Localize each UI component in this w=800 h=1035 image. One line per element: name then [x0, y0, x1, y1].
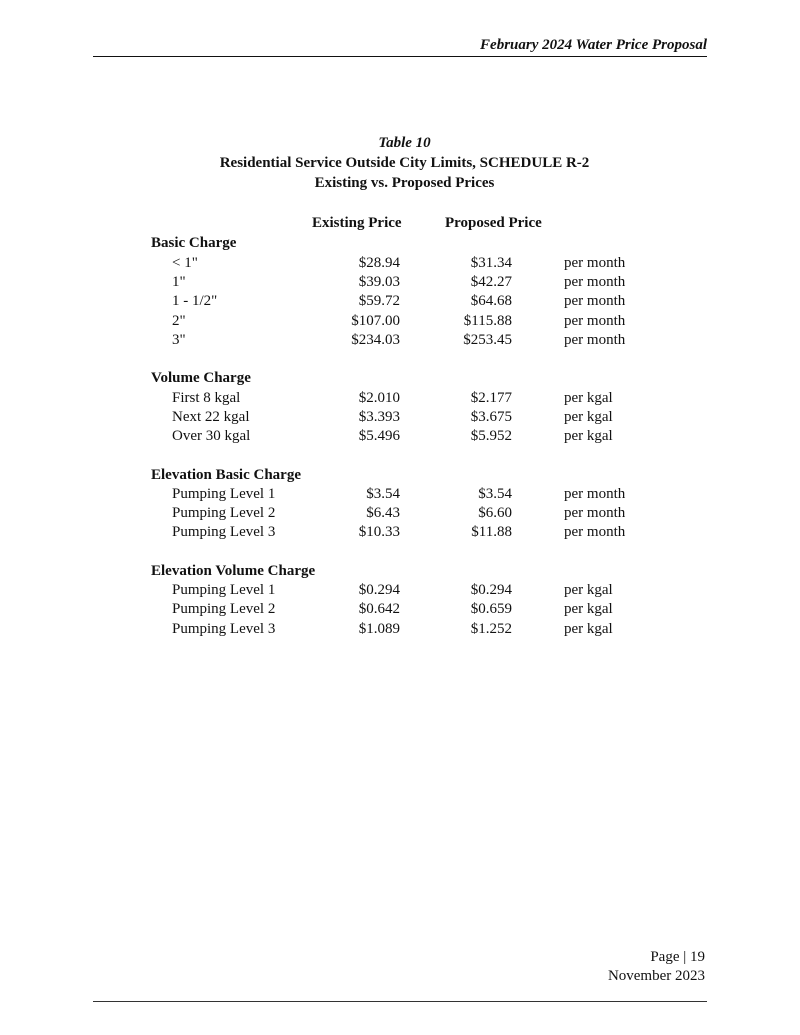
- price-unit: per month: [564, 505, 626, 521]
- proposed-price: $42.27: [470, 274, 512, 290]
- existing-price: $3.393: [358, 409, 400, 425]
- existing-price: $2.010: [358, 390, 400, 406]
- price-unit: per month: [564, 293, 626, 309]
- row-label: Pumping Level 1: [172, 486, 276, 502]
- row-label: < 1": [172, 255, 198, 271]
- proposed-price: $64.68: [470, 293, 512, 309]
- existing-price: $0.294: [358, 582, 400, 598]
- header-rule: [93, 56, 707, 57]
- proposed-price: $5.952: [470, 428, 512, 444]
- price-unit: per month: [564, 486, 626, 502]
- price-unit: per kgal: [564, 409, 613, 425]
- proposed-price: $3.54: [478, 486, 512, 502]
- proposed-price: $6.60: [478, 505, 512, 521]
- section-title-elevation-volume-charge: Elevation Volume Charge: [151, 563, 316, 579]
- row-label: Next 22 kgal: [172, 409, 250, 425]
- existing-price: $10.33: [358, 524, 400, 540]
- proposed-price: $3.675: [470, 409, 512, 425]
- table-number: Table 10: [378, 135, 431, 151]
- column-header-proposed: Proposed Price: [445, 215, 542, 231]
- row-label: Pumping Level 3: [172, 524, 276, 540]
- row-label: First 8 kgal: [172, 390, 241, 406]
- price-unit: per kgal: [564, 621, 613, 637]
- row-label: 2": [172, 313, 186, 329]
- row-label: 3": [172, 332, 186, 348]
- proposed-price: $2.177: [470, 390, 512, 406]
- column-header-existing: Existing Price: [312, 215, 402, 231]
- footer-page-number: Page | 19: [650, 949, 705, 965]
- section-title-basic-charge: Basic Charge: [151, 235, 237, 251]
- row-label: Pumping Level 3: [172, 621, 276, 637]
- existing-price: $5.496: [358, 428, 400, 444]
- row-label: 1 - 1/2": [172, 293, 218, 309]
- existing-price: $1.089: [358, 621, 400, 637]
- header-title: February 2024 Water Price Proposal: [480, 37, 707, 53]
- price-unit: per kgal: [564, 601, 613, 617]
- price-unit: per month: [564, 332, 626, 348]
- existing-price: $59.72: [358, 293, 400, 309]
- footer-date: November 2023: [607, 968, 705, 984]
- row-label: Pumping Level 2: [172, 601, 276, 617]
- section-title-volume-charge: Volume Charge: [151, 370, 251, 386]
- existing-price: $3.54: [366, 486, 400, 502]
- proposed-price: $11.88: [471, 524, 512, 540]
- existing-price: $39.03: [358, 274, 400, 290]
- existing-price: $107.00: [351, 313, 400, 329]
- existing-price: $234.03: [351, 332, 400, 348]
- proposed-price: $1.252: [470, 621, 512, 637]
- price-unit: per month: [564, 524, 626, 540]
- row-label: Pumping Level 2: [172, 505, 276, 521]
- price-unit: per month: [564, 313, 626, 329]
- price-unit: per month: [564, 274, 626, 290]
- proposed-price: $253.45: [463, 332, 512, 348]
- existing-price: $6.43: [366, 505, 400, 521]
- section-title-elevation-basic-charge: Elevation Basic Charge: [151, 467, 301, 483]
- proposed-price: $0.294: [470, 582, 512, 598]
- price-unit: per kgal: [564, 390, 613, 406]
- row-label: 1": [172, 274, 186, 290]
- price-unit: per kgal: [564, 582, 613, 598]
- footer-rule: [93, 1001, 707, 1002]
- price-unit: per month: [564, 255, 626, 271]
- table-subtitle: Existing vs. Proposed Prices: [314, 175, 495, 191]
- proposed-price: $31.34: [470, 255, 512, 271]
- table-title: Residential Service Outside City Limits, SCHEDULE R-2: [219, 155, 590, 171]
- proposed-price: $115.88: [463, 313, 512, 329]
- row-label: Pumping Level 1: [172, 582, 276, 598]
- row-label: Over 30 kgal: [172, 428, 251, 444]
- existing-price: $0.642: [358, 601, 400, 617]
- price-unit: per kgal: [564, 428, 613, 444]
- proposed-price: $0.659: [470, 601, 512, 617]
- existing-price: $28.94: [358, 255, 400, 271]
